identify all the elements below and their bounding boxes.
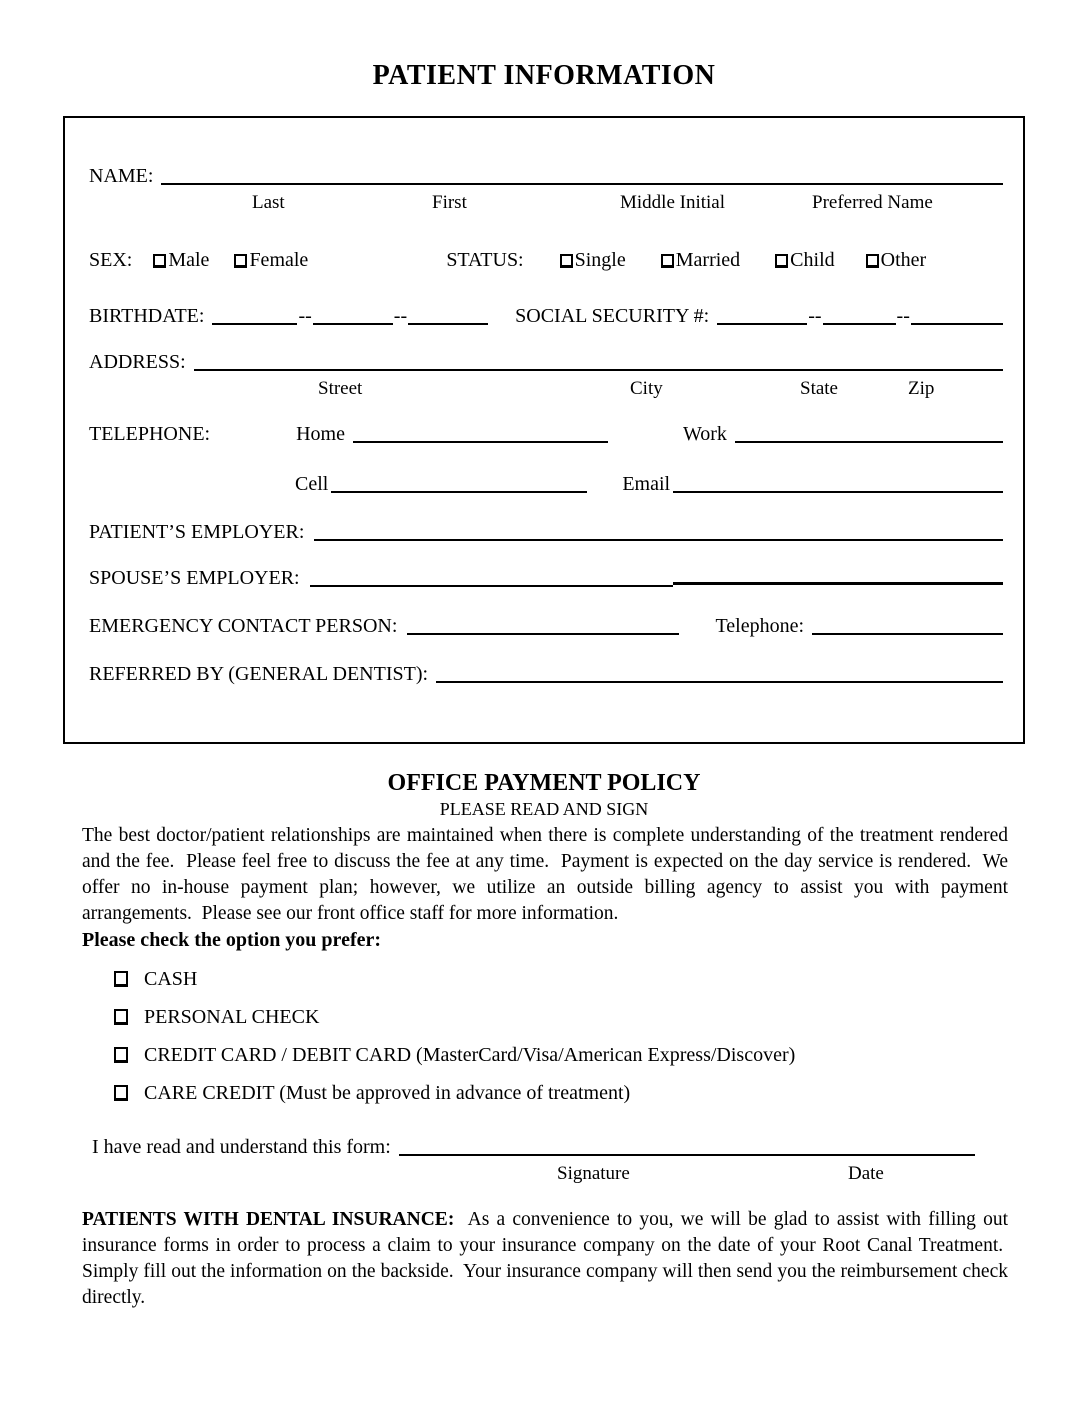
referred-by-row — [89, 662, 1003, 686]
patient-employer-line[interactable] — [314, 539, 1003, 541]
payment-policy-heading: OFFICE PAYMENT POLICY — [387, 770, 701, 796]
address-sublabel-state: State — [800, 378, 838, 399]
name-sublabel-middle-initial: Middle Initial — [620, 192, 726, 213]
care-credit-checkbox-label: CARE CREDIT (Must be approved in advance of treatment) — [144, 1082, 631, 1104]
payment-policy-subheading: PLEASE READ AND SIGN — [439, 799, 649, 819]
status-label: STATUS: — [446, 249, 524, 271]
sex-status-row — [89, 248, 1003, 272]
other-checkbox-label: Other — [880, 249, 927, 271]
signature-date-labels — [82, 1159, 1008, 1185]
emergency-contact-line[interactable] — [407, 633, 679, 635]
birthdate-day-line[interactable] — [313, 323, 393, 325]
married-checkbox[interactable] — [661, 254, 674, 268]
name-label: NAME: — [89, 165, 154, 187]
credit-card-checkbox[interactable] — [114, 1047, 128, 1063]
insurance-paragraph — [82, 1207, 1008, 1311]
name-sublabel-preferred-name: Preferred Name — [812, 192, 933, 213]
address-sublabel-zip: Zip — [908, 378, 935, 399]
birthdate-label: BIRTHDATE: — [89, 305, 205, 327]
insurance-body: As a convenience to you, we will be glad to assist with filling out insurance forms in order to process a claim to your insurance company on the date of your Root Canal Treatment. Simply fill out the information on the backside. Your insurance company will then send you the reimbursement check directly. — [82, 1209, 1008, 1308]
acknowledgement-label: I have read and understand this form: — [92, 1136, 391, 1158]
page-title: PATIENT INFORMATION — [372, 60, 716, 91]
telephone-label: TELEPHONE: — [89, 423, 211, 445]
name-sublabel-first: First — [432, 192, 467, 213]
address-sublabel-city: City — [630, 378, 663, 399]
email-label: Email — [622, 473, 671, 495]
cell-phone-label: Cell — [295, 473, 329, 495]
other-checkbox[interactable] — [866, 254, 879, 268]
payment-option-care-credit — [114, 1081, 1088, 1105]
date-label: Date — [848, 1163, 884, 1184]
address-sublabel-street: Street — [318, 378, 363, 399]
payment-option-personal-check — [114, 1005, 1088, 1029]
female-checkbox[interactable] — [234, 254, 247, 268]
address-label: ADDRESS: — [89, 351, 186, 373]
payment-options-list — [0, 967, 1088, 1105]
cell-phone-line[interactable] — [331, 491, 587, 493]
spouse-employer-line-2[interactable] — [673, 582, 1003, 585]
care-credit-checkbox[interactable] — [114, 1085, 128, 1101]
home-phone-label: Home — [296, 423, 345, 445]
name-input-line[interactable] — [161, 183, 1003, 185]
spouse-employer-row — [89, 566, 1003, 590]
birthdate-year-line[interactable] — [408, 323, 488, 325]
child-checkbox[interactable] — [775, 254, 788, 268]
emergency-phone-line[interactable] — [812, 633, 1003, 635]
birthdate-ssn-row — [89, 304, 1003, 328]
single-checkbox-label: Single — [574, 249, 626, 271]
work-phone-line[interactable] — [735, 441, 1003, 443]
married-checkbox-label: Married — [675, 249, 741, 271]
male-checkbox-label: Male — [168, 249, 210, 271]
spouse-employer-label: SPOUSE’S EMPLOYER: — [89, 567, 300, 589]
single-checkbox[interactable] — [560, 254, 573, 268]
birthdate-month-line[interactable] — [212, 323, 297, 325]
ssn-part2-line[interactable] — [823, 323, 896, 325]
spouse-employer-line-1[interactable] — [310, 585, 673, 587]
ssn-part1-line[interactable] — [717, 323, 807, 325]
referred-by-label: REFERRED BY (GENERAL DENTIST): — [89, 663, 429, 685]
female-checkbox-label: Female — [249, 249, 309, 271]
email-line[interactable] — [673, 491, 1003, 493]
signature-label: Signature — [557, 1163, 630, 1184]
patient-info-box — [63, 116, 1025, 744]
address-row — [89, 350, 1003, 374]
patient-employer-row — [89, 520, 1003, 544]
child-checkbox-label: Child — [790, 249, 835, 271]
payment-option-cash — [114, 967, 1088, 991]
ssn-label: SOCIAL SECURITY #: — [515, 305, 710, 327]
telephone-row — [89, 422, 1003, 446]
address-sublabels — [89, 378, 1003, 400]
dash-separator: -- — [393, 305, 408, 327]
cash-checkbox-label: CASH — [144, 968, 198, 990]
name-sublabel-last: Last — [252, 192, 285, 213]
emergency-phone-label: Telephone: — [715, 615, 805, 637]
work-phone-label: Work — [682, 423, 727, 445]
name-row — [89, 164, 1003, 188]
address-input-line[interactable] — [194, 369, 1003, 371]
male-checkbox[interactable] — [153, 254, 166, 268]
referred-by-line[interactable] — [436, 681, 1003, 683]
dash-separator: -- — [298, 305, 312, 327]
payment-options-prompt: Please check the option you prefer: — [82, 929, 382, 951]
patient-employer-label: PATIENT’S EMPLOYER: — [89, 521, 305, 543]
personal-check-checkbox-label: PERSONAL CHECK — [144, 1006, 320, 1028]
ssn-part3-line[interactable] — [911, 323, 1003, 325]
dash-separator: -- — [896, 305, 910, 327]
payment-policy-paragraph: The best doctor/patient relationships are maintained when there is complete understanding of the treatment rendered and the fee. Please feel free to discuss the fee at any time. Payment is expected on the day service is rendered. We offer no in-house payment plan; however, we utilize an outside billing agency to assist you with payment arrangements. Please see our front office staff for more information. — [82, 825, 1008, 924]
emergency-contact-row — [89, 614, 1003, 638]
emergency-contact-label: EMERGENCY CONTACT PERSON: — [89, 615, 398, 637]
credit-card-checkbox-label: CREDIT CARD / DEBIT CARD (MasterCard/Visa/American Express/Discover) — [144, 1044, 796, 1066]
home-phone-line[interactable] — [353, 441, 608, 443]
acknowledgement-row — [92, 1135, 975, 1159]
dash-separator: -- — [808, 305, 822, 327]
name-sublabels — [89, 192, 1003, 214]
payment-option-credit-card — [114, 1043, 1088, 1067]
sex-label: SEX: — [89, 249, 133, 271]
cash-checkbox[interactable] — [114, 971, 128, 987]
cell-email-row — [89, 472, 1003, 496]
signature-line[interactable] — [399, 1154, 975, 1156]
personal-check-checkbox[interactable] — [114, 1009, 128, 1025]
insurance-lead: PATIENTS WITH DENTAL INSURANCE: — [82, 1209, 455, 1230]
